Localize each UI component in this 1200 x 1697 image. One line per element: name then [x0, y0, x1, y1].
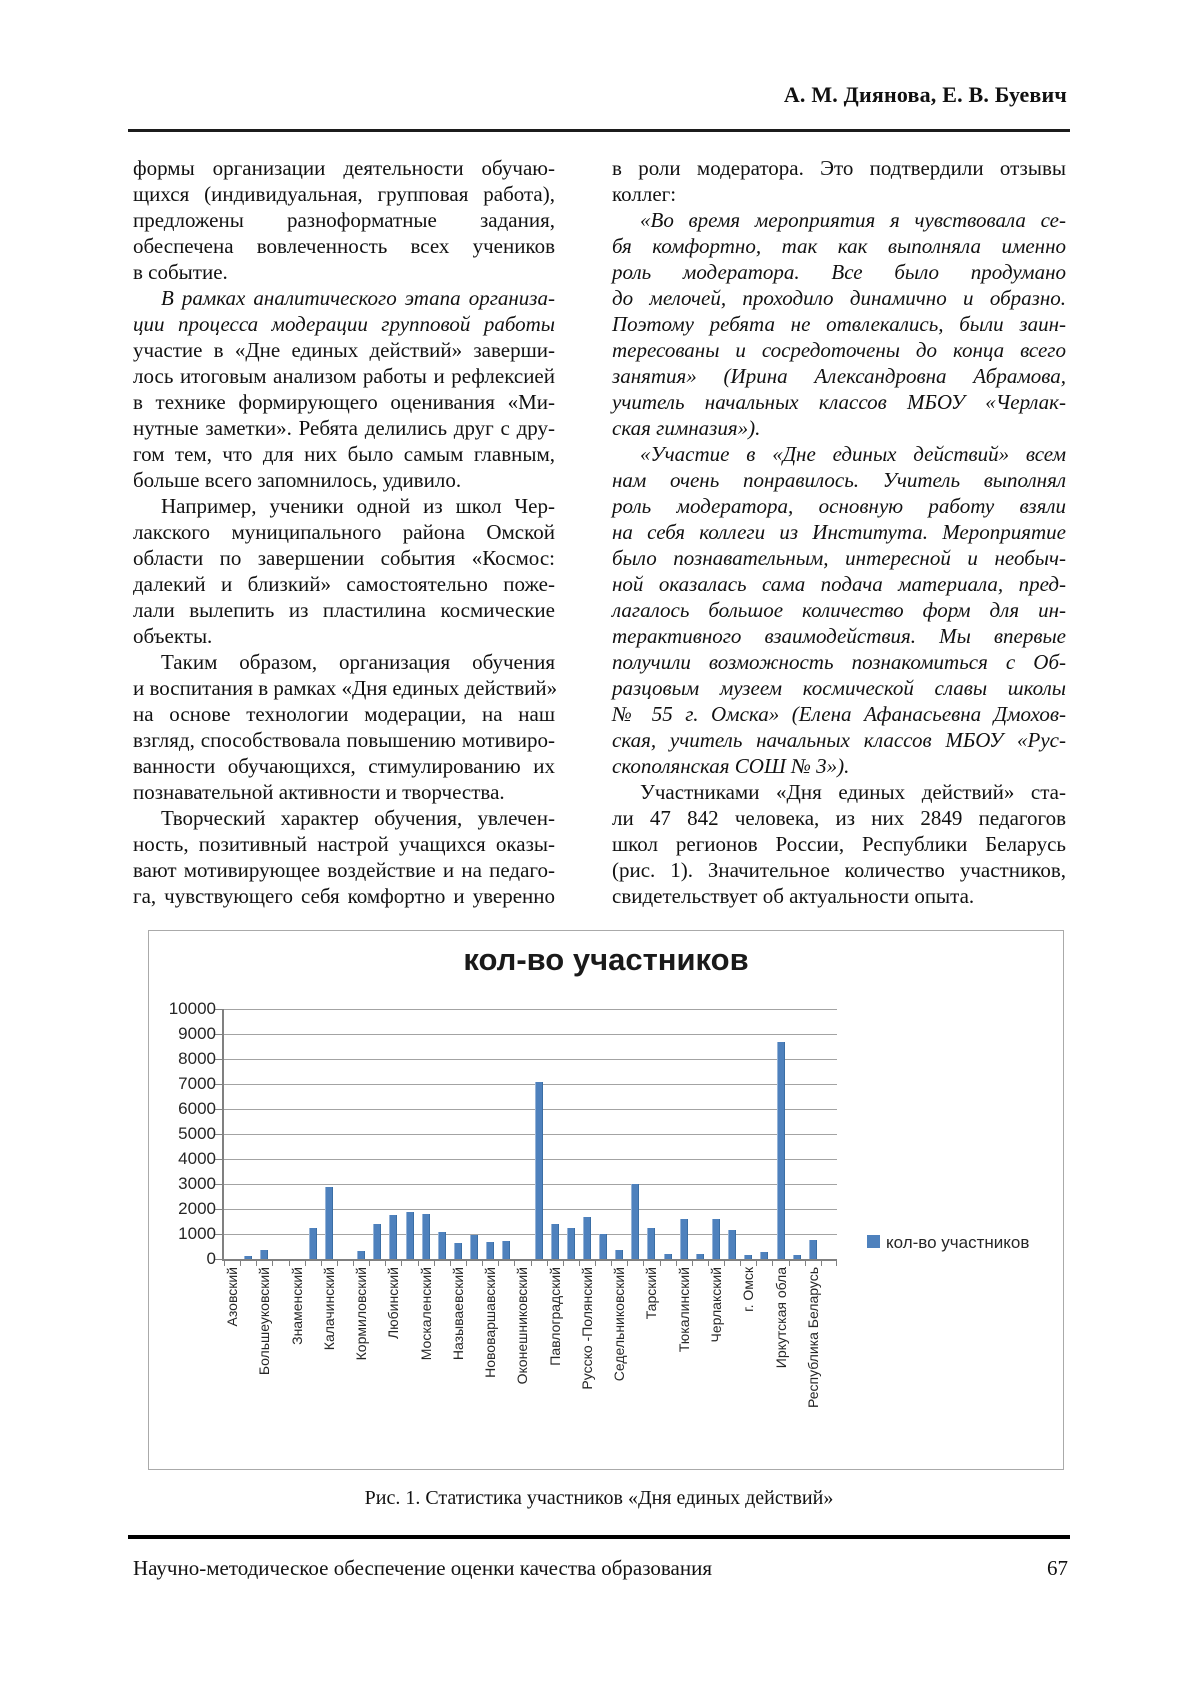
text-line: (рис. 1). Значительное количество участников,: [612, 858, 1066, 882]
text-line: ность, позитивный настрой учащихся оказы-: [133, 832, 555, 856]
text-line: учитель начальных классов МБОУ «Черлак-: [612, 390, 1066, 414]
x-axis-tick: [256, 1259, 257, 1266]
text-line: и воспитания в рамках «Дня единых действий»: [133, 676, 558, 700]
y-axis-tick: [215, 1184, 222, 1185]
x-axis-label: Тарский: [643, 1267, 660, 1320]
text-line: взгляд, способствовала повышению мотивиро-: [133, 728, 555, 752]
x-axis-tick: [724, 1259, 725, 1266]
text-line: школ регионов России, Республики Беларусь: [612, 832, 1066, 856]
x-axis-label: Москаленский: [417, 1267, 434, 1361]
y-axis-label: 7000: [178, 1074, 216, 1093]
figure-caption: Рис. 1. Статистика участников «Дня единых действий»: [364, 1487, 834, 1509]
x-axis-tick: [321, 1259, 322, 1266]
x-axis-tick: [772, 1259, 773, 1266]
bar: [357, 1251, 365, 1259]
x-axis-tick: [482, 1259, 483, 1266]
x-axis-tick: [643, 1259, 644, 1266]
x-axis-tick: [660, 1259, 661, 1266]
gridline: [224, 1059, 837, 1060]
x-axis-tick: [353, 1259, 354, 1266]
y-axis-label: 5000: [178, 1124, 216, 1143]
chart-title: кол-во участников: [463, 942, 749, 977]
text-line: нутные заметки». Ребята делились друг с дру-: [133, 416, 555, 440]
text-line: ли 47 842 человека, из них 2849 педагогов: [612, 806, 1066, 830]
legend-swatch: [867, 1235, 880, 1248]
y-axis-label: 9000: [178, 1024, 216, 1043]
page-footer: [133, 1556, 1068, 1581]
text-line: В рамках аналитического этапа организа-: [161, 286, 555, 310]
text-line: лагалось большое количество форм для ин-: [612, 598, 1066, 622]
page-number: 67: [1047, 1556, 1068, 1580]
x-axis-tick: [305, 1259, 306, 1266]
x-axis-tick: [498, 1259, 499, 1266]
x-axis-label: Оконешниковский: [514, 1267, 531, 1385]
gridline: [224, 1034, 837, 1035]
footer-rule: [128, 1535, 1070, 1539]
bar: [712, 1219, 720, 1260]
text-line: ванности обучающихся, стимулированию их: [133, 754, 555, 778]
bar: [244, 1256, 252, 1259]
text-line: Например, ученики одной из школ Чер-: [161, 494, 555, 518]
bar: [760, 1252, 768, 1259]
text-line: далекий и близкий» самостоятельно поже-: [133, 572, 555, 596]
gridline: [224, 1159, 837, 1160]
x-axis-label: Тюкалинский: [675, 1267, 692, 1353]
text-line: коллег:: [612, 182, 677, 206]
text-line: нам очень понравилось. Учитель выполнял: [612, 468, 1066, 492]
x-axis-label: Павлоградский: [546, 1267, 563, 1366]
text-line: обеспечена вовлеченность всех учеников: [133, 234, 555, 258]
x-axis-tick: [740, 1259, 741, 1266]
x-axis-label: г. Омск: [740, 1267, 757, 1312]
y-axis-tick: [215, 1109, 222, 1110]
gridline: [224, 1209, 837, 1210]
x-axis-tick: [611, 1259, 612, 1266]
x-axis-label: Калачинский: [320, 1267, 337, 1351]
x-axis-label: Республика Беларусь: [804, 1267, 821, 1408]
x-axis-label: Черлакский: [708, 1267, 724, 1343]
text-line: тересованы и сосредоточены до конца всего: [612, 338, 1066, 362]
y-axis-tick: [215, 1134, 222, 1135]
y-axis-label: 3000: [178, 1174, 216, 1193]
bar: [696, 1254, 704, 1259]
y-axis-label: 2000: [178, 1199, 216, 1218]
bar: [470, 1235, 478, 1259]
text-line: области по завершении события «Космос:: [133, 546, 555, 570]
x-axis-label: Седельниковский: [611, 1267, 628, 1382]
text-line: лали вылепить из пластилина космические: [133, 598, 555, 622]
text-line: формы организации деятельности обучаю-: [133, 156, 555, 180]
x-axis-tick: [385, 1259, 386, 1266]
x-axis-tick: [676, 1259, 677, 1266]
text-line: свидетельствует об актуальности опыта.: [612, 884, 975, 908]
text-line: в событие.: [133, 260, 228, 284]
bar: [728, 1230, 736, 1259]
text-line: на себя коллеги из Института. Мероприятие: [612, 520, 1066, 544]
text-line: лось итоговым анализом работы и рефлексией: [133, 364, 555, 388]
bar: [793, 1255, 801, 1259]
y-axis-tick: [215, 1159, 222, 1160]
x-axis-label: Любинский: [385, 1267, 402, 1340]
text-line: участие в «Дне единых действий» заверши-: [133, 338, 555, 362]
text-line: вают мотивирующее воздействие и на педаго-: [133, 858, 555, 882]
bar: [744, 1255, 752, 1259]
bar: [583, 1217, 591, 1260]
header-rule: [128, 129, 1070, 132]
x-axis-tick: [272, 1259, 273, 1266]
y-axis-tick: [215, 1034, 222, 1035]
bar: [406, 1212, 414, 1259]
text-line: гом тем, что для них было самым главным,: [133, 442, 555, 466]
x-axis-tick: [789, 1259, 790, 1266]
text-line: роль модератора, основную работу взяли: [612, 494, 1066, 518]
text-line: разцовым музеем космической славы школы: [612, 676, 1066, 700]
text-line: получили возможность познакомиться с Об-: [612, 650, 1066, 674]
y-axis-tick: [215, 1059, 222, 1060]
text-line: ции процесса модерации групповой работы: [133, 312, 555, 336]
text-line: «Участие в «Дне единых действий» всем: [640, 442, 1066, 466]
text-line: Поэтому ребята не отвлекались, были заин-: [612, 312, 1066, 336]
x-axis-tick: [579, 1259, 580, 1266]
x-axis-label: Большеуковский: [256, 1267, 273, 1376]
y-axis-tick: [215, 1259, 222, 1260]
x-axis-tick: [240, 1259, 241, 1266]
x-axis-tick: [563, 1259, 564, 1266]
x-axis-tick: [836, 1259, 837, 1266]
legend-label: кол-во участников: [886, 1233, 1030, 1252]
y-axis-label: 1000: [178, 1224, 216, 1243]
y-axis-label: 8000: [178, 1049, 216, 1068]
bar: [422, 1214, 430, 1259]
text-line: в роли модератора. Это подтвердили отзывы: [612, 156, 1066, 180]
bar: [535, 1082, 543, 1260]
y-axis-label: 6000: [178, 1099, 216, 1118]
x-axis-tick: [418, 1259, 419, 1266]
footer-journal-title: Научно-методическое обеспечение оценки качества образования: [133, 1556, 713, 1580]
bar: [551, 1224, 559, 1260]
text-line: скополянская СОШ № 3»).: [612, 754, 850, 778]
bar: [631, 1184, 639, 1259]
text-column-left: [133, 155, 558, 909]
header-authors: А. М. Диянова, Е. В. Буевич: [783, 82, 1067, 107]
x-axis-tick: [514, 1259, 515, 1266]
text-line: до мелочей, проходило динамично и образно.: [612, 286, 1066, 310]
bar: [454, 1243, 462, 1259]
y-axis-tick: [215, 1009, 222, 1010]
x-axis-tick: [337, 1259, 338, 1266]
x-axis-tick: [547, 1259, 548, 1266]
text-line: ская, учитель начальных классов МБОУ «Рус-: [612, 728, 1066, 752]
bar: [502, 1241, 510, 1260]
gridline: [224, 1134, 837, 1135]
bar: [809, 1240, 817, 1259]
y-axis-tick: [215, 1084, 222, 1085]
text-line: лакского муниципального района Омской: [133, 520, 555, 544]
bar: [260, 1250, 268, 1259]
x-axis-tick: [595, 1259, 596, 1266]
text-line: Таким образом, организация обучения: [161, 650, 555, 674]
text-line: познавательной активности и творчества.: [133, 780, 505, 804]
x-axis-tick: [401, 1259, 402, 1266]
text-line: больше всего запомнилось, удивило.: [133, 468, 462, 492]
figure-chart: [148, 930, 1064, 1470]
gridline: [224, 1109, 837, 1110]
x-axis-tick: [821, 1259, 822, 1266]
x-axis-tick: [692, 1259, 693, 1266]
text-line: га, чувствующего себя комфортно и уверенно: [133, 884, 555, 908]
text-line: щихся (индивидуальная, групповая работа),: [133, 182, 555, 206]
x-axis-tick: [627, 1259, 628, 1266]
text-line: «Во время мероприятия я чувствовала се-: [640, 208, 1066, 232]
x-axis-tick: [805, 1259, 806, 1266]
y-axis-tick: [215, 1209, 222, 1210]
bar: [309, 1228, 317, 1259]
text-line: предложены разноформатные задания,: [133, 208, 555, 232]
bar: [373, 1224, 381, 1260]
x-axis-label: Азовский: [224, 1267, 241, 1327]
x-axis-tick: [434, 1259, 435, 1266]
x-axis-label: Кормиловский: [353, 1267, 370, 1361]
text-line: ская гимназия»).: [612, 416, 761, 440]
text-line: роль модератора. Все было продумано: [612, 260, 1066, 284]
x-axis-tick: [369, 1259, 370, 1266]
x-axis-label: Называевский: [449, 1267, 466, 1361]
y-axis-tick: [215, 1234, 222, 1235]
bar: [325, 1187, 333, 1260]
bar: [438, 1232, 446, 1259]
x-axis-tick: [708, 1259, 709, 1266]
gridline: [224, 1184, 837, 1185]
x-axis-tick: [466, 1259, 467, 1266]
x-axis-tick: [531, 1259, 532, 1266]
bar: [599, 1234, 607, 1259]
x-axis-tick: [756, 1259, 757, 1266]
x-axis-label: Русско -Полянский: [578, 1267, 595, 1390]
x-axis-tick: [289, 1259, 290, 1266]
bar: [389, 1215, 397, 1259]
text-line: терактивного взаимодействия. Мы впервые: [612, 624, 1066, 648]
bar: [615, 1250, 623, 1259]
gridline: [224, 1084, 837, 1085]
text-line: бя комфортно, так как выполняла именно: [612, 234, 1066, 258]
gridline: [224, 1009, 837, 1010]
x-axis-tick: [450, 1259, 451, 1266]
bar: [680, 1219, 688, 1260]
text-line: Творческий характер обучения, увлечен-: [161, 806, 555, 830]
x-axis-label: Нововаршавский: [482, 1267, 499, 1378]
text-line: на основе технологии модерации, на наш: [133, 702, 555, 726]
y-axis-label: 0: [206, 1249, 216, 1268]
bar: [647, 1228, 655, 1260]
text-line: занятия» (Ирина Александровна Абрамова,: [612, 364, 1066, 388]
y-axis-label: 10000: [168, 999, 216, 1018]
x-axis-label: Иркутская обла: [772, 1267, 789, 1369]
bar: [486, 1242, 494, 1259]
text-line: Участниками «Дня единых действий» ста-: [640, 780, 1066, 804]
text-line: ной оказалась сама подача материала, пред-: [612, 572, 1066, 596]
x-axis-label: Знаменский: [288, 1267, 305, 1345]
text-column-right: [612, 155, 1066, 909]
chart-plot-area: [222, 1009, 837, 1261]
bar: [664, 1254, 672, 1259]
bar: [777, 1042, 785, 1260]
x-axis-tick: [224, 1259, 225, 1266]
text-line: было познавательным, интересной и необыч-: [612, 546, 1066, 570]
y-axis-label: 4000: [178, 1149, 216, 1168]
text-line: объекты.: [133, 624, 213, 648]
bar: [567, 1228, 575, 1259]
text-line: в технике формирующего оценивания «Ми-: [133, 390, 555, 414]
text-line: № 55 г. Омска» (Елена Афанасьевна Дмохов-: [612, 702, 1066, 726]
